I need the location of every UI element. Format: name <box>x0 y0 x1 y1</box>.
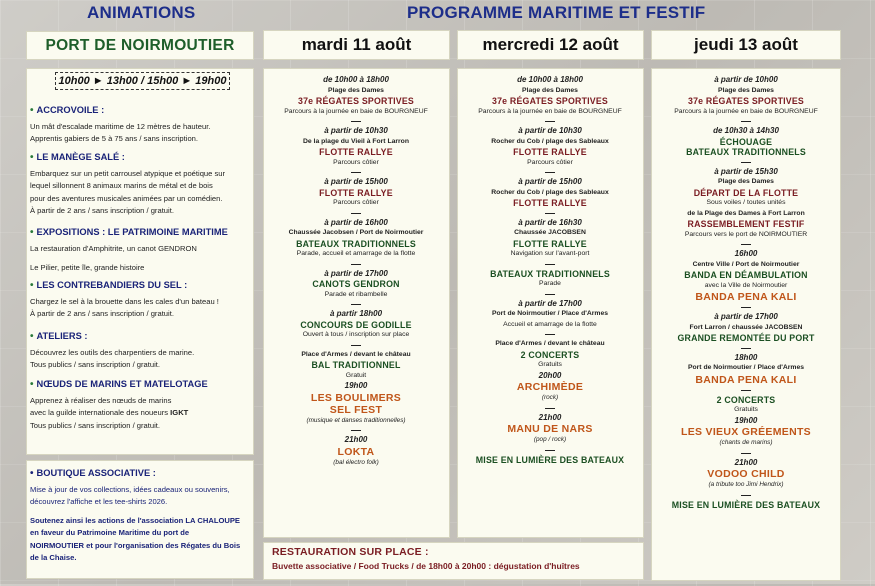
soutien-line: de la Chaise. <box>30 553 77 562</box>
ateliers-line: Tous publics / sans inscription / gratuit. <box>30 360 160 369</box>
event-place: Place d'Armes / devant le château <box>301 350 411 358</box>
event-desc: Parcours vers le port de NOIRMOUTIER <box>684 230 808 238</box>
event-title: BATEAUX TRADITIONNELS <box>296 238 416 249</box>
event-title: RASSEMBLEMENT FESTIF <box>687 219 805 229</box>
item-accrovoile: • ACCROVOILE : Un mât d'escalade maritime de 12 mètres de hauteur. Apprentis gabiers de 5 à 75 ans / sans inscription. <box>30 104 245 146</box>
manege-line: À partir de 2 ans / sans inscription / gratuit. <box>30 206 174 215</box>
event-place: Fort Larron / chaussée JACOBSEN <box>689 323 803 331</box>
event-title: FLOTTE RALLYE <box>513 147 587 157</box>
separator: — <box>351 258 361 270</box>
event-title: MANU DE NARS <box>507 423 593 435</box>
event-title: MISE EN LUMIÈRE DES BATEAUX <box>475 454 625 465</box>
event-time: 21h00 <box>538 412 562 422</box>
event-title: 37e RÉGATES SPORTIVES <box>298 96 414 106</box>
item-boutique: • BOUTIQUE ASSOCIATIVE : Mise à jour de vos collections, idées cadeaux ou souvenirs, découvrez l'affiche et les tee-shirts 2026. Soutenez ainsi les actions de l'association LA CHALOUPE en faveur du Patrimoine Maritime du port de NOIRMOUTIER et pour l'organisation des Régates du Bois de la Chaise. <box>30 467 245 565</box>
event-time: à partir de 16h30 <box>518 217 582 227</box>
manege-line: Embarquez sur un petit carrousel atypique et poétique sur <box>30 168 226 178</box>
boutique-line: Mise à jour de vos collections, idées cadeaux ou souvenirs, <box>30 484 230 494</box>
separator: — <box>545 329 555 340</box>
wednesday-column <box>461 75 639 586</box>
event-title: BATEAUX TRADITIONNELS <box>490 268 610 279</box>
manege-line: lequel sillonnent 8 animaux marins de métal et de bois <box>30 181 213 190</box>
contrebandiers-title: LES CONTREBANDIERS DU SEL : <box>36 280 188 290</box>
event-time: de 10h00 à 18h00 <box>323 75 389 84</box>
separator: — <box>741 302 751 313</box>
event-place: Chaussée JACOBSEN <box>514 229 586 236</box>
event-desc: Parade, accueil et amarrage de la flotte <box>296 250 416 257</box>
event-time: à partir de 16h00 <box>324 217 388 227</box>
thursday-column <box>657 75 835 586</box>
soutien-line: Soutenez ainsi les actions de l'association LA CHALOUPE <box>30 515 240 525</box>
noeuds-text: avec la guilde internationale des noueurs <box>30 408 171 417</box>
event-desc: Parade <box>539 280 561 287</box>
port-title: PORT DE NOIRMOUTIER <box>45 37 235 54</box>
event-place: Port de Noirmoutier / Place d'Armes <box>491 310 609 317</box>
separator: — <box>545 288 555 300</box>
event-time: à partir de 15h00 <box>324 177 388 186</box>
expositions-line: La restauration d'Amphitrite, un canot GENDRON <box>30 243 197 253</box>
separator: — <box>545 258 555 270</box>
boutique-title: BOUTIQUE ASSOCIATIVE : <box>36 468 156 478</box>
event-desc: (chants de marins) <box>719 439 773 446</box>
event-title: 37e RÉGATES SPORTIVES <box>688 96 804 106</box>
hours-box <box>55 72 230 90</box>
noeuds-title: NŒUDS DE MARINS ET MATELOTAGE <box>36 379 208 389</box>
event-time: à partir de 17h00 <box>324 268 388 278</box>
ateliers-line: Découvrez les outils des charpentiers de marine. <box>30 347 195 357</box>
event-place: Plage des Dames <box>718 86 774 94</box>
event-desc: Parcours à la journée en baie de BOURGNEUF <box>478 107 622 115</box>
event-title: FLOTTE RALLYE <box>319 187 393 198</box>
ateliers-title: ATELIERS : <box>36 331 88 341</box>
event-time: à partir de 15h30 <box>714 166 778 176</box>
event-desc: Parcours côtier <box>333 199 379 206</box>
event-title: LES BOULIMERS <box>310 391 402 404</box>
event-desc: avec la Ville de Noirmoutier <box>704 281 788 289</box>
separator: — <box>545 207 555 219</box>
separator: — <box>351 167 361 178</box>
event-time: à partir de 10h30 <box>518 126 582 135</box>
accrovoile-line: Un mât d'escalade maritime de 12 mètres de hauteur. <box>30 121 211 131</box>
contrebandiers-line: À partir de 2 ans / sans inscription / gratuit. <box>30 309 174 318</box>
event-time: à partir de 10h00 <box>714 75 778 84</box>
restauration-subtitle: Buvette associative / Food Trucks / de 18h00 à 20h00 : dégustation d'huîtres <box>272 561 580 571</box>
item-ateliers: • ATELIERS : Découvrez les outils des charpentiers de marine. Tous publics / sans inscription / gratuit. <box>30 330 245 372</box>
accrovoile-line: Apprentis gabiers de 5 à 75 ans / sans inscription. <box>30 134 199 143</box>
separator: — <box>545 116 555 127</box>
day-tab-tuesday: mardi 11 août <box>263 30 450 60</box>
day-tab-thursday: jeudi 13 août <box>651 30 841 60</box>
opening-hours: 10h00 ► 13h00 / 15h00 ► 19h00 <box>58 75 227 87</box>
event-time: à partir de 17h00 <box>714 312 778 321</box>
event-title: 2 CONCERTS <box>716 394 776 405</box>
event-desc: (pop / rock) <box>533 436 567 443</box>
event-place: de la Plage des Dames à Fort Larron <box>687 209 805 217</box>
event-time: à partir 18h00 <box>329 309 383 318</box>
event-title: BANDA PENA KALI <box>695 373 797 386</box>
event-desc: Gratuits <box>538 361 562 368</box>
separator: — <box>351 116 361 127</box>
expositions-title: EXPOSITIONS : LE PATRIMOINE MARITIME <box>36 227 228 237</box>
event-desc: Navigation sur l'avant-port <box>510 250 590 257</box>
event-time: 19h00 <box>344 381 368 390</box>
event-title: LOKTA <box>337 445 375 458</box>
event-title: CANOTS GENDRON <box>312 279 400 289</box>
manege-title: LE MANÈGE SALÉ : <box>36 152 125 162</box>
event-title: 2 CONCERTS <box>520 349 580 360</box>
event-title: MISE EN LUMIÈRE DES BATEAUX <box>671 499 821 510</box>
event-place: Rocher du Cob / plage des Sableaux <box>491 188 609 196</box>
event-title: BAL TRADITIONNEL <box>311 360 401 370</box>
separator: — <box>741 156 751 168</box>
separator: — <box>351 339 361 351</box>
port-title-box <box>26 31 254 60</box>
event-title: LES VIEUX GRÉEMENTS <box>681 426 811 438</box>
event-title: FLOTTE RALLYE <box>513 238 587 249</box>
event-desc: Parcours côtier <box>333 158 379 166</box>
event-place: Plage des Dames <box>328 86 384 94</box>
separator: — <box>741 384 751 396</box>
event-place: De la plage du Vieil à Fort Larron <box>302 137 409 145</box>
event-desc: Parcours côtier <box>527 158 573 166</box>
separator: — <box>741 342 751 354</box>
event-place: Centre Ville / Port de Noirmoutier <box>692 260 800 268</box>
event-title: BANDA EN DÉAMBULATION <box>684 270 808 280</box>
tuesday-column <box>267 75 445 586</box>
event-place: Chaussée Jacobsen / Port de Noirmoutier <box>288 229 424 236</box>
event-desc: Gratuits <box>734 406 758 413</box>
expositions-line: Le Pilier, petite île, grande histoire <box>30 263 145 272</box>
igkt-label: IGKT <box>170 408 189 417</box>
event-desc: Accueil et amarrage de la flotte <box>503 320 597 328</box>
event-desc: Gratuit <box>345 371 367 379</box>
event-time: 20h00 <box>538 370 562 380</box>
event-title: GRANDE REMONTÉE DU PORT <box>677 333 815 343</box>
soutien-line: en faveur du Patrimoine Maritime du port de <box>30 528 190 537</box>
separator: — <box>545 444 555 456</box>
item-contrebandiers: • LES CONTREBANDIERS DU SEL : Chargez le sel à la brouette dans les cales d'un bateau ! À partir de 2 ans / sans inscription / gratuit. <box>30 279 245 321</box>
noeuds-line <box>30 407 245 420</box>
event-title: BANDA PENA KALI <box>695 291 797 303</box>
event-desc: Parade et ribambelle <box>324 290 388 298</box>
event-title: CONCOURS DE GODILLE <box>300 319 412 330</box>
event-time: de 10h00 à 18h00 <box>517 75 583 84</box>
restauration-title: RESTAURATION SUR PLACE : <box>272 546 429 558</box>
separator: — <box>741 116 751 127</box>
separator: — <box>741 489 751 501</box>
event-place: Rocher du Cob / plage des Sableaux <box>491 137 609 145</box>
event-desc: Parcours à la journée en baie de BOURGNEUF <box>674 107 818 115</box>
event-time: 19h00 <box>734 415 758 425</box>
event-time: à partir de 15h00 <box>518 177 582 186</box>
event-place: Port de Noirmoutier / Place d'Armes <box>687 364 805 371</box>
noeuds-line: Tous publics / sans inscription / gratuit. <box>30 420 160 430</box>
event-time: à partir de 10h30 <box>324 126 388 135</box>
event-time: 16h00 <box>734 249 758 258</box>
event-place: Place d'Armes / devant le château <box>495 340 605 347</box>
event-title: FLOTTE RALLYE <box>319 147 393 157</box>
separator: — <box>545 167 555 178</box>
event-time: 18h00 <box>734 352 758 362</box>
manege-line: pour des aventures musicales animées par un comédien. <box>30 193 223 203</box>
event-place: Plage des Dames <box>522 86 578 94</box>
noeuds-line: Apprenez à réaliser des nœuds de marins <box>30 395 172 405</box>
event-time: de 10h30 à 14h30 <box>713 126 779 135</box>
event-desc: (rock) <box>541 394 559 401</box>
item-expositions: • EXPOSITIONS : LE PATRIMOINE MARITIME La restauration d'Amphitrite, un canot GENDRON Le Pilier, petite île, grande histoire <box>30 226 245 275</box>
event-desc: Sous voiles / toutes unités <box>706 199 786 206</box>
event-title: ARCHIMÈDE <box>516 381 584 393</box>
event-title: ÉCHOUAGE <box>719 136 773 147</box>
event-title: SEL FEST <box>329 403 383 416</box>
separator: — <box>741 239 751 250</box>
boutique-line: découvrez l'affiche et les tee-shirts 2026. <box>30 497 168 506</box>
event-title: BATEAUX TRADITIONNELS <box>686 147 806 157</box>
event-desc: Ouvert à tous / inscription sur place <box>302 331 410 338</box>
event-title: FLOTTE RALLYE <box>513 198 587 208</box>
event-title: VODOO CHILD <box>707 468 785 480</box>
separator: — <box>351 425 361 436</box>
event-time: 21h00 <box>344 435 368 444</box>
item-manege: • LE MANÈGE SALÉ : Embarquez sur un petit carrousel atypique et poétique sur lequel sillonnent 8 animaux marins de métal et de bois pour des aventures musicales animées par un comédien. À partir de 2 ans / sans inscription / gratuit. <box>30 151 245 218</box>
separator: — <box>351 207 361 219</box>
event-desc: Parcours à la journée en baie de BOURGNEUF <box>284 107 428 115</box>
animations-heading: ANIMATIONS <box>87 3 196 22</box>
soutien-line: NOIRMOUTIER et pour l'organisation des Régates du Bois <box>30 540 241 550</box>
contrebandiers-line: Chargez le sel à la brouette dans les cales d'un bateau ! <box>30 296 219 306</box>
event-time: à partir de 17h00 <box>518 298 582 308</box>
event-title: 37e RÉGATES SPORTIVES <box>492 96 608 106</box>
day-tab-wednesday: mercredi 12 août <box>457 30 644 60</box>
restauration-box <box>263 542 644 580</box>
accrovoile-title: ACCROVOILE : <box>36 105 105 115</box>
separator: — <box>351 299 361 310</box>
event-time: 21h00 <box>734 457 758 467</box>
item-noeuds: • NŒUDS DE MARINS ET MATELOTAGE Apprenez à réaliser des nœuds de marins avec la guilde internationale des noueurs IGKT Tous publics / sans inscription / gratuit. <box>30 378 245 432</box>
event-place: Plage des Dames <box>718 178 774 185</box>
event-desc: (a tribute too Jimi Hendrix) <box>708 481 784 488</box>
separator: — <box>741 447 751 459</box>
programme-heading: PROGRAMME MARITIME ET FESTIF <box>407 3 706 22</box>
separator: — <box>545 402 555 414</box>
event-title: DÉPART DE LA FLOTTE <box>693 187 799 198</box>
event-desc: (musique et danses traditionnelles) <box>306 416 406 424</box>
event-desc: (bal électro folk) <box>333 458 379 466</box>
